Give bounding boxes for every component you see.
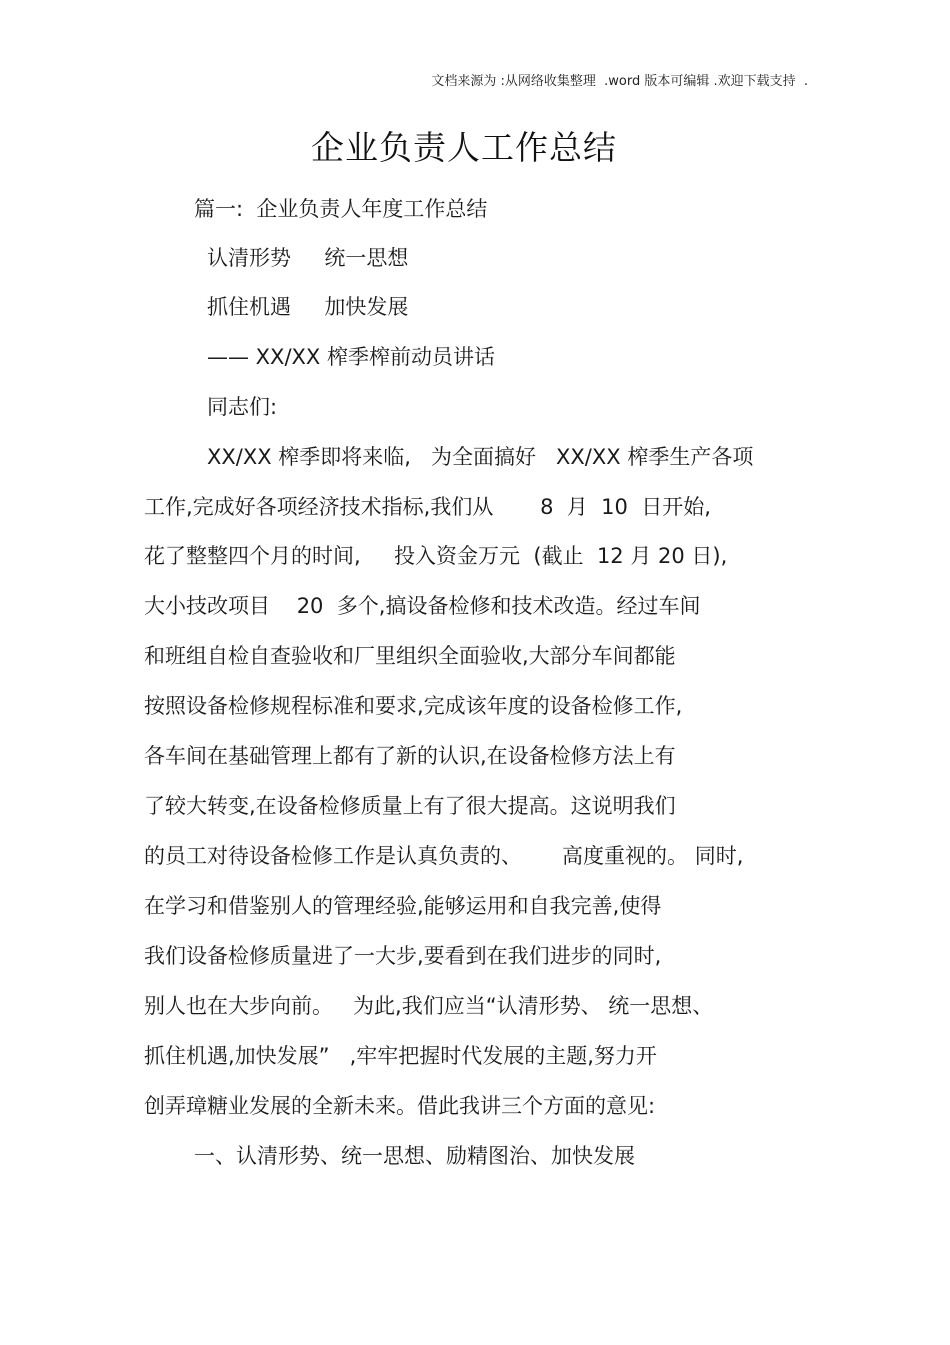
paragraph-line: 的员工对待设备检修工作是认真负责的、 高度重视的。 同时, [144,844,744,868]
paragraph-line: 创弄璋糖业发展的全新未来。借此我讲三个方面的意见: [144,1094,656,1118]
paragraph-line: 大小技改项目 20 多个,搞设备检修和技术改造。经过车间 [144,594,701,618]
paragraph-line: 抓住机遇,加快发展” ,牢牢把握时代发展的主题,努力开 [144,1044,657,1068]
section-heading: 篇一: 企业负责人年度工作总结 [194,197,488,221]
paragraph-line: XX/XX 榨季即将来临, 为全面搞好 XX/XX 榨季生产各项 [207,445,754,469]
paragraph-line: 我们设备检修质量进了一大步,要看到在我们进步的同时, [144,944,662,968]
point-heading: 一、认清形势、统一思想、励精图治、加快发展 [194,1144,635,1168]
speech-subtitle: —— XX/XX 榨季榨前动员讲话 [207,345,495,369]
paragraph-line: 花了整整四个月的时间, 投入资金万元 (截止 12 月 20 日), [144,544,728,568]
paragraph-line: 按照设备检修规程标准和要求,完成该年度的设备检修工作, [144,694,683,718]
paragraph-line: 了较大转变,在设备检修质量上有了很大提高。这说明我们 [144,794,676,818]
paragraph-line: 工作,完成好各项经济技术指标,我们从 8 月 10 日开始, [144,495,711,519]
source-note: 文档来源为 :从网络收集整理 .word 版本可编辑 .欢迎下载支持 . [431,74,808,89]
paragraph-line: 各车间在基础管理上都有了新的认识,在设备检修方法上有 [144,744,676,768]
paragraph-line: 和班组自检自查验收和厂里组织全面验收,大部分车间都能 [144,644,676,668]
document-title: 企业负责人工作总结 [311,128,617,167]
paragraph-line: 在学习和借鉴别人的管理经验,能够运用和自我完善,使得 [144,894,662,918]
paragraph-line: 别人也在大步向前。 为此,我们应当“认清形势、 统一思想、 [144,994,714,1018]
slogan-line: 认清形势 统一思想 [207,246,409,270]
salutation: 同志们: [207,395,278,419]
slogan-line: 抓住机遇 加快发展 [207,295,409,319]
